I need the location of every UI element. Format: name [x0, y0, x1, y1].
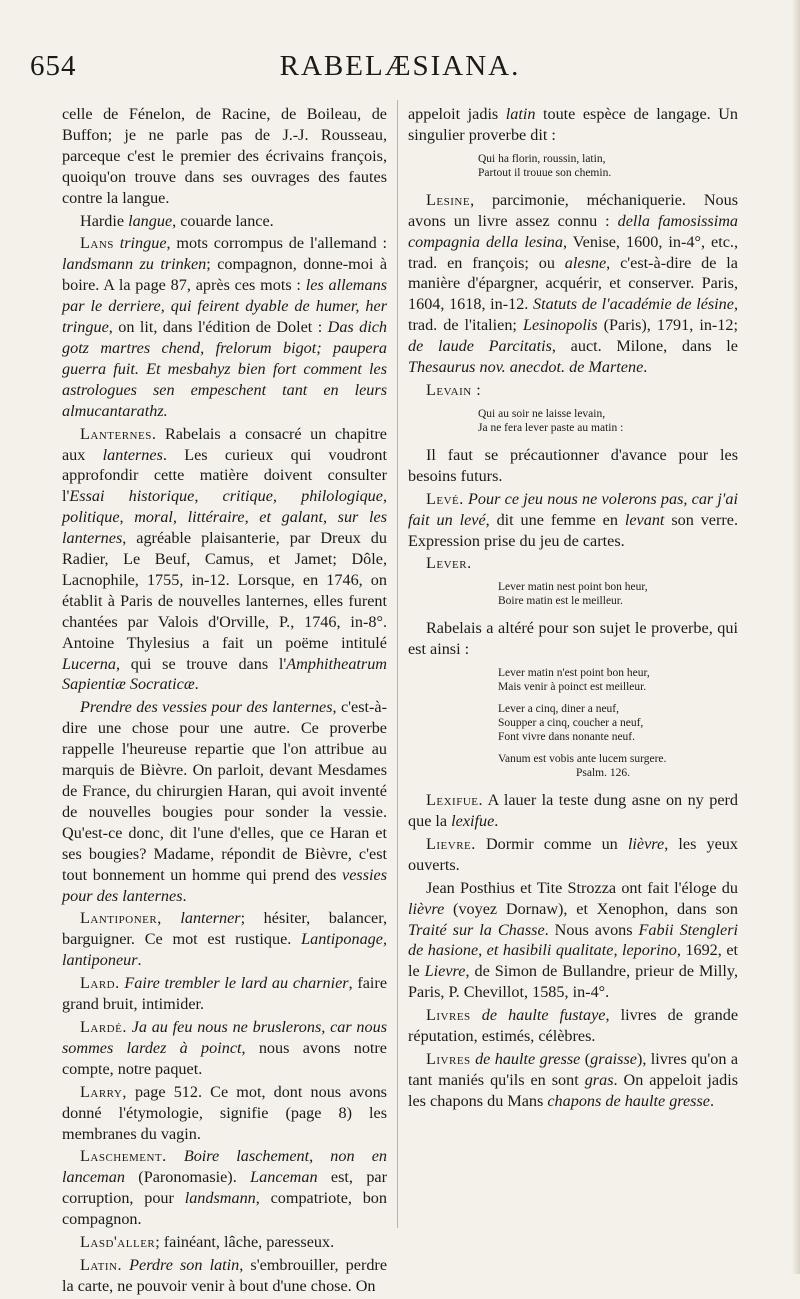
page-header	[30, 50, 770, 90]
running-title: RABELÆSIANA.	[279, 50, 521, 82]
paragraph: appeloit jadis latin toute espèce de langage. Un singulier proverbe dit :	[408, 105, 738, 144]
entry-levain: Levain :	[426, 380, 482, 399]
entry-lans: Lans tringue, mots corrompus de l'allemand : landsmann zu trinken; compagnon, donne-moi à boire. A la page 87, après ces mots : les allemans par le derriere, qui feirent dyable de humer, her tringue, on lit, dans l'édition de Dolet : Das dich gotz martres chend, frelorum bigot; paupera guerra fuit. Et mesbahyz bien fort comment les astrologues sen empeschent tant en leurs almucantarathz.	[62, 234, 388, 420]
entry-lesine: Lesine, parcimonie, méchaniquerie. Nous avons un livre assez connu : della famosissima compagnia della lesina, Venise, 1600, in-4°, etc., trad. en françois; ou alesne, c'est-à-dire de la manière d'épargner, acquérir, et conserver. Paris, 1604, 1618, in-12. Statuts de l'académie de lésine, trad. de l'italien; Lesinopolis (Paris), 1791, in-12; de laude Parcitatis, auct. Milone, dans le Thesaurus nov. anecdot. de Martene.	[408, 190, 739, 377]
entry-leve: Levé. Pour ce jeu nous ne volerons pas, car j'ai fait un levé, dit une femme en levant son verre. Expression prise du jeu de cartes.	[408, 489, 738, 550]
entry-larry: Larry, page 512. Ce mot, dont nous avons donné l'étymologie, signifie (page 8) les membranes du vagin.	[62, 1082, 387, 1143]
entry-lard: Lard. Faire trembler le lard au charnier, faire grand bruit, intimider.	[62, 974, 388, 1014]
entry-livres-fustaye: Livres de haulte fustaye, livres de grande réputation, estimés, célèbres.	[408, 1006, 739, 1046]
verse-quote: Lever matin n'est point bon heur, Mais venir à poinct est meilleur. Lever a cinq, diner a neuf, Soupper a cinq, coucher a neuf, Font vivre dans nonante neuf. Vanum est vobis ante lucem surgere. Psalm. 126.	[408, 666, 738, 780]
paragraph: celle de Fénelon, de Racine, de Boileau, de Buffon; je ne parle pas de J.-J. Rousseau, parceque c'est le premier des écrivains françois, quoiqu'on trouve dans ses ouvrages des fautes contre la langue.	[62, 105, 387, 207]
page-edge	[792, 0, 800, 1274]
entry-lexifue: Lexifue. A lauer la teste dung asne on ny perd que la lexifue.	[408, 791, 738, 831]
entry-livres-gresse: Livres de haulte gresse (graisse), livres qu'on a tant maniés qu'ils en sont gras. On appeloit jadis les chapons du Mans chapons de haulte gresse.	[408, 1050, 739, 1110]
psalm-reference: Psalm. 126.	[576, 767, 630, 780]
entry-lasdaller: Lasd'aller; fainéant, lâche, paresseux.	[80, 1233, 335, 1252]
verse-quote: Qui ha florin, roussin, latin, Partout il trouue son chemin.	[478, 152, 612, 179]
paragraph: Rabelais a altéré pour son sujet le proverbe, qui est ainsi :	[408, 619, 738, 659]
entry-larde: Lardé. Ja au feu nous ne bruslerons, car nous sommes lardez à poinct, nous avons notre compte, notre paquet.	[62, 1017, 388, 1078]
paragraph: Il faut se précautionner d'avance pour les besoins futurs.	[408, 445, 738, 485]
paragraph: Prendre des vessies pour des lanternes, c'est-à-dire une chose pour une autre. Ce proverbe rappelle l'heureuse repartie que l'on attribue au marquis de Bièvre. On parloit, devant Mesdames de France, du chirurgien Haran, qui avoit inventé de nouvelles bougies pour sonder la vessie. Qu'est-ce donc, dit l'une d'elles, que ce Haran et ses bougies? Madame, répondit de Bièvre, c'est tout bonnement un homme qui prend des vessies pour des lanternes.	[62, 698, 387, 905]
entry-lievre: Lievre. Dormir comme un lièvre, les yeux ouverts.	[408, 834, 738, 874]
paragraph: Hardie langue, couarde lance.	[80, 211, 274, 230]
entry-lanternes: Lanternes. Rabelais a consacré un chapitre aux lanternes. Les curieux qui voudront approfondir cette matière doivent consulter l'Essai historique, critique, philologique, politique, moral, littéraire, et galant, sur les lanternes, agréable plaisanterie, par Dreux du Radier, Le Beuf, Camus, et Jamet; Dôle, Lacnophile, 1755, in-12. Lorsque, en 1746, on établit à Paris de nouvelles lanternes, elles furent chantées par Valois d'Orville, P., 1746, in-8°. Antoine Thylesius a fait un poëme intitulé Lucerna, qui se trouve dans l'Amphitheatrum Sapientiæ Socraticæ.	[62, 424, 388, 694]
entry-lever: Lever.	[426, 554, 472, 573]
entry-laschement: Laschement. Boire laschement, non en lanceman (Paronomasie). Lanceman est, par corruption, pour landsmann, compatriote, bon compagnon.	[62, 1147, 387, 1229]
left-column	[62, 104, 387, 1299]
column-divider	[397, 100, 398, 1228]
right-column	[408, 104, 738, 1114]
entry-lantiponer: Lantiponer, lanterner; hésiter, balancer, barguigner. Ce mot est rustique. Lantiponage, lantiponeur.	[62, 909, 388, 970]
page-number: 654	[30, 50, 77, 82]
paragraph: Jean Posthius et Tite Strozza ont fait l'éloge du lièvre (voyez Dornaw), et Xenophon, dans son Traité sur la Chasse. Nous avons Fabii Stengleri de hasione, et hasibili qualitate, leporino, 1692, et le Lievre, de Simon de Bullandre, prieur de Milly, Paris, P. Chevillot, 1585, in-4°.	[408, 878, 739, 1002]
verse-quote: Lever matin nest point bon heur, Boire matin est le meilleur.	[498, 581, 648, 608]
entry-latin: Latin. Perdre son latin, s'embrouiller, perdre la carte, ne pouvoir venir à bout d'une chose. On	[62, 1255, 388, 1295]
verse-quote: Qui au soir ne laisse levain, Ja ne fera lever paste au matin :	[478, 407, 624, 434]
